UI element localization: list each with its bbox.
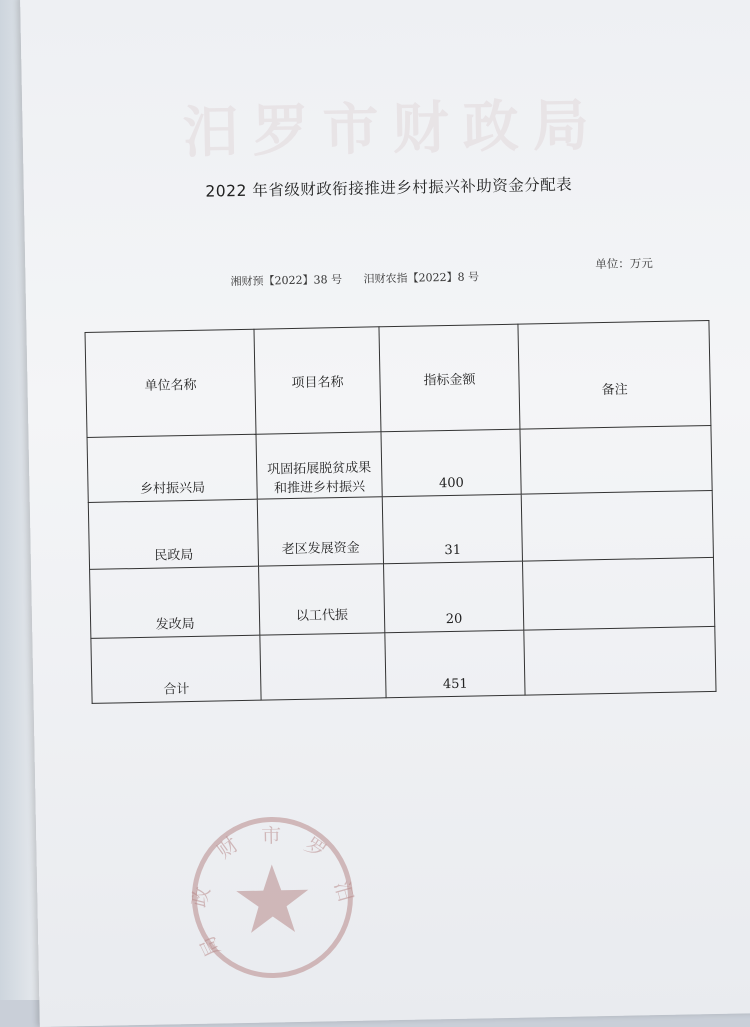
cell-project bbox=[260, 633, 386, 700]
seal-text: 汨 bbox=[329, 878, 359, 905]
seal-text: 局 bbox=[194, 932, 226, 961]
seal-text: 政 bbox=[186, 884, 215, 910]
cell-unit: 合计 bbox=[91, 635, 261, 703]
cell-project: 以工代振 bbox=[259, 564, 385, 635]
cell-note bbox=[524, 626, 716, 695]
cell-project: 老区发展资金 bbox=[257, 497, 383, 566]
show-through-header: 汨罗市财政局 bbox=[182, 91, 604, 167]
cell-amount: 451 bbox=[385, 630, 525, 698]
seal-star-icon bbox=[236, 864, 309, 933]
doc-number-city: 汨财农指【2022】8 号 bbox=[363, 270, 480, 286]
document-title: 2022 年省级财政衔接推进乡村振兴补助资金分配表 bbox=[205, 175, 573, 201]
table-row bbox=[90, 557, 715, 638]
cell-note bbox=[522, 557, 714, 630]
cell-amount: 20 bbox=[384, 561, 524, 633]
seal-text: 罗 bbox=[300, 832, 331, 864]
document-page bbox=[20, 0, 750, 1027]
cell-amount: 31 bbox=[382, 494, 522, 564]
table-row bbox=[88, 490, 713, 569]
allocation-table bbox=[85, 320, 717, 704]
cell-note bbox=[520, 425, 712, 494]
header-amount: 指标金额 bbox=[379, 324, 520, 432]
doc-number-provincial: 湘财预【2022】38 号 bbox=[230, 273, 343, 289]
document-numbers bbox=[230, 268, 497, 289]
cell-amount: 400 bbox=[381, 429, 521, 497]
table-header-row bbox=[85, 320, 711, 437]
seal-text: 财 bbox=[212, 832, 243, 864]
seal-text: 市 bbox=[260, 823, 282, 848]
cell-unit: 民政局 bbox=[88, 499, 258, 569]
header-note: 备注 bbox=[518, 320, 711, 429]
cell-unit: 乡村振兴局 bbox=[87, 434, 257, 502]
official-seal bbox=[186, 811, 359, 984]
header-unit: 单位名称 bbox=[85, 329, 256, 437]
cell-note bbox=[521, 490, 713, 561]
header-project: 项目名称 bbox=[254, 327, 381, 434]
cell-project: 巩固拓展脱贫成果和推进乡村振兴 bbox=[256, 432, 382, 499]
table-row bbox=[87, 425, 712, 502]
table-row bbox=[91, 626, 716, 703]
unit-label: 单位：万元 bbox=[595, 256, 653, 272]
cell-unit: 发改局 bbox=[90, 566, 260, 638]
